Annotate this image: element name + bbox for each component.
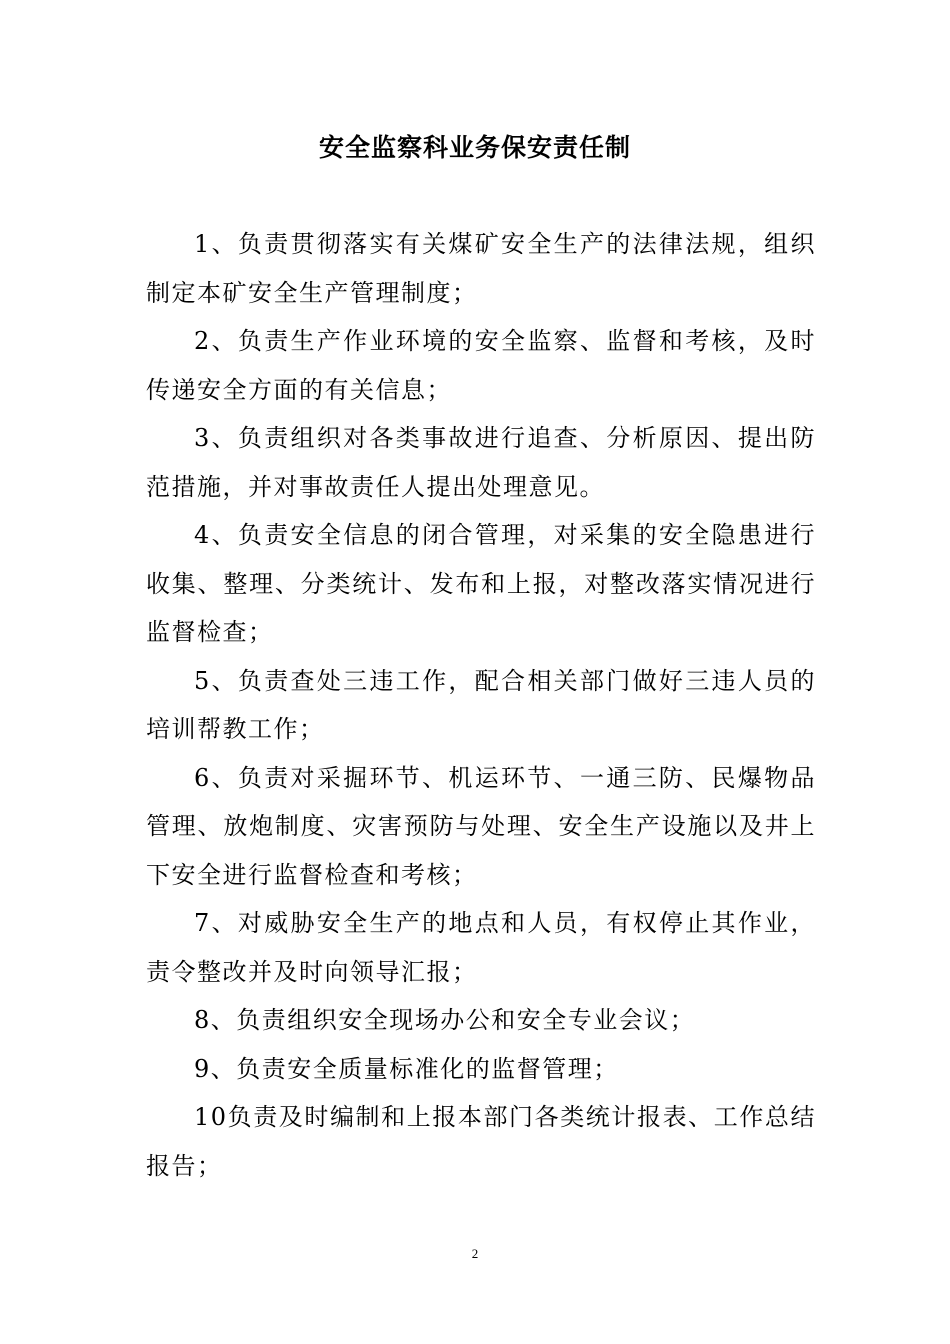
paragraph-4: 4、负责安全信息的闭合管理，对采集的安全隐患进行收集、整理、分类统计、发布和上报，对整改落实情况进行监督检查；: [146, 521, 816, 646]
paragraph-2: 2、负责生产作业环境的安全监察、监督和考核，及时传递安全方面的有关信息；: [146, 327, 816, 404]
paragraph-7: 7、对威胁安全生产的地点和人员，有权停止其作业，责令整改并及时向领导汇报；: [146, 909, 816, 986]
paragraph-3: 3、负责组织对各类事故进行追查、分析原因、提出防范措施，并对事故责任人提出处理意见。: [146, 424, 816, 501]
paragraph-1: 1、负责贯彻落实有关煤矿安全生产的法律法规，组织制定本矿安全生产管理制度；: [146, 230, 816, 307]
document-body: [146, 220, 816, 1190]
document-title: 安全监察科业务保安责任制: [318, 133, 631, 162]
paragraph-9: 9、负责安全质量标准化的监督管理；: [194, 1054, 619, 1083]
paragraph-5: 5、负责查处三违工作，配合相关部门做好三违人员的培训帮教工作；: [146, 666, 816, 743]
paragraph-6: 6、负责对采掘环节、机运环节、一通三防、民爆物品管理、放炮制度、灾害预防与处理、安全生产设施以及井上下安全进行监督检查和考核；: [146, 763, 816, 889]
paragraph-10: 10负责及时编制和上报本部门各类统计报表、工作总结报告；: [146, 1103, 816, 1180]
page-number: 2: [471, 1246, 479, 1261]
paragraph-8: 8、负责组织安全现场办公和安全专业会议；: [194, 1006, 696, 1034]
